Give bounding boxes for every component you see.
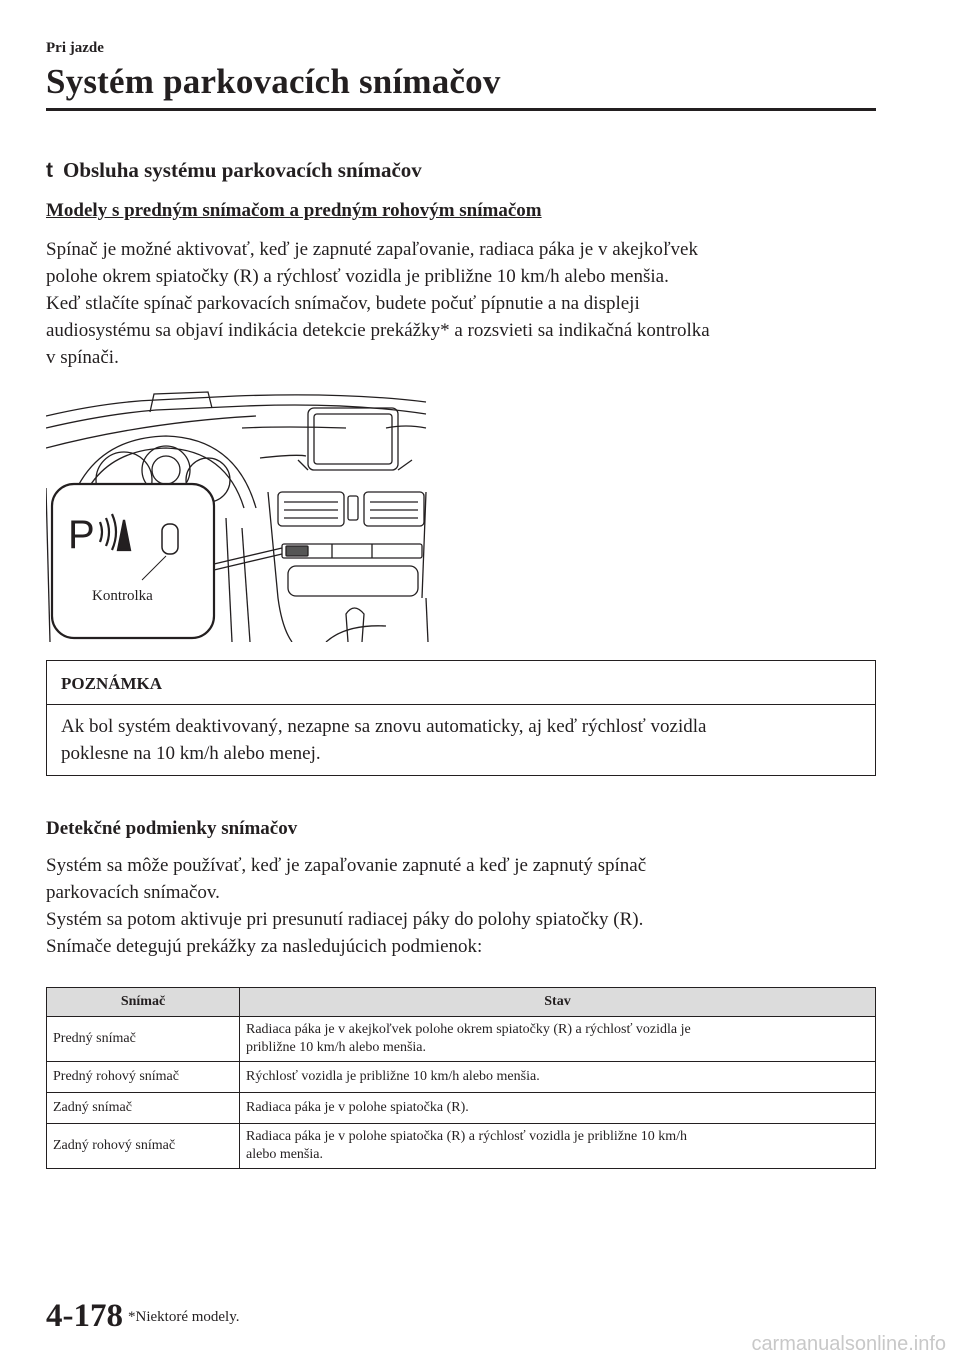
subsection-title: Obsluha systému parkovacích snímačov <box>63 158 422 182</box>
conditions-line: Snímače detegujú prekážky za nasledujúcich podmienok: <box>46 936 483 957</box>
conditions-line: Systém sa môže používať, keď je zapaľovanie zapnuté a keď je zapnutý spínač <box>46 855 647 876</box>
section-label: Pri jazde <box>46 40 104 56</box>
intro-line: audiosystému sa objaví indikácia detekcie prekážky* a rozsvieti sa indikačná kontrolka <box>46 320 710 341</box>
intro-paragraph <box>46 236 876 371</box>
state-cell: Radiaca páka je v polohe spiatočka (R). <box>240 1093 876 1124</box>
sensor-cell: Predný rohový snímač <box>47 1062 240 1093</box>
note-title: POZNÁMKA <box>47 661 875 705</box>
intro-line: Spínač je možné aktivovať, keď je zapnuté zapaľovanie, radiaca páka je v akejkoľvek <box>46 239 698 260</box>
table-row <box>47 1093 876 1124</box>
note-text <box>47 705 875 767</box>
page-title: Systém parkovacích snímačov <box>46 62 501 101</box>
state-cell: Radiaca páka je v akejkoľvek polohe okrem spiatočky (R) a rýchlosť vozidla je približne 10 km/h alebo menšia. <box>240 1017 876 1062</box>
sensor-cell: Zadný rohový snímač <box>47 1124 240 1169</box>
table-row <box>47 1124 876 1169</box>
conditions-paragraph <box>46 852 876 960</box>
conditions-heading: Detekčné podmienky snímačov <box>46 818 298 839</box>
watermark: carmanualsonline.info <box>751 1333 946 1355</box>
column-header-sensor: Snímač <box>47 988 240 1017</box>
footnote: *Niektoré modely. <box>128 1309 240 1325</box>
table-row <box>47 1017 876 1062</box>
state-cell: Radiaca páka je v polohe spiatočka (R) a rýchlosť vozidla je približne 10 km/h alebo menšia. <box>240 1124 876 1169</box>
note-line: Ak bol systém deaktivovaný, nezapne sa znovu automaticky, aj keď rýchlosť vozidla <box>61 716 707 737</box>
note-line: poklesne na 10 km/h alebo menej. <box>61 743 321 764</box>
dashboard-illustration <box>46 388 432 642</box>
sensor-cell: Zadný snímač <box>47 1093 240 1124</box>
column-header-state: Stav <box>240 988 876 1017</box>
title-rule <box>46 108 876 111</box>
table-header-row <box>47 988 876 1017</box>
sensor-cell: Predný snímač <box>47 1017 240 1062</box>
page-number: 4-178 <box>46 1298 123 1334</box>
sensor-conditions-table <box>46 987 876 1169</box>
state-cell: Rýchlosť vozidla je približne 10 km/h alebo menšia. <box>240 1062 876 1093</box>
table-row <box>47 1062 876 1093</box>
conditions-line: parkovacích snímačov. <box>46 882 220 903</box>
indicator-label: Kontrolka <box>92 588 153 604</box>
intro-line: v spínači. <box>46 347 119 368</box>
bullet-marker: t <box>46 159 53 182</box>
models-heading: Modely s predným snímačom a predným rohovým snímačom <box>46 200 542 221</box>
intro-line: polohe okrem spiatočky (R) a rýchlosť vozidla je približne 10 km/h alebo menšia. <box>46 266 669 287</box>
subsection-heading <box>46 158 422 183</box>
switch-letter: P <box>68 513 95 557</box>
conditions-line: Systém sa potom aktivuje pri presunutí radiacej páky do polohy spiatočky (R). <box>46 909 644 930</box>
note-box <box>46 660 876 776</box>
intro-line: Keď stlačíte spínač parkovacích snímačov, budete počuť pípnutie a na displeji <box>46 293 640 314</box>
